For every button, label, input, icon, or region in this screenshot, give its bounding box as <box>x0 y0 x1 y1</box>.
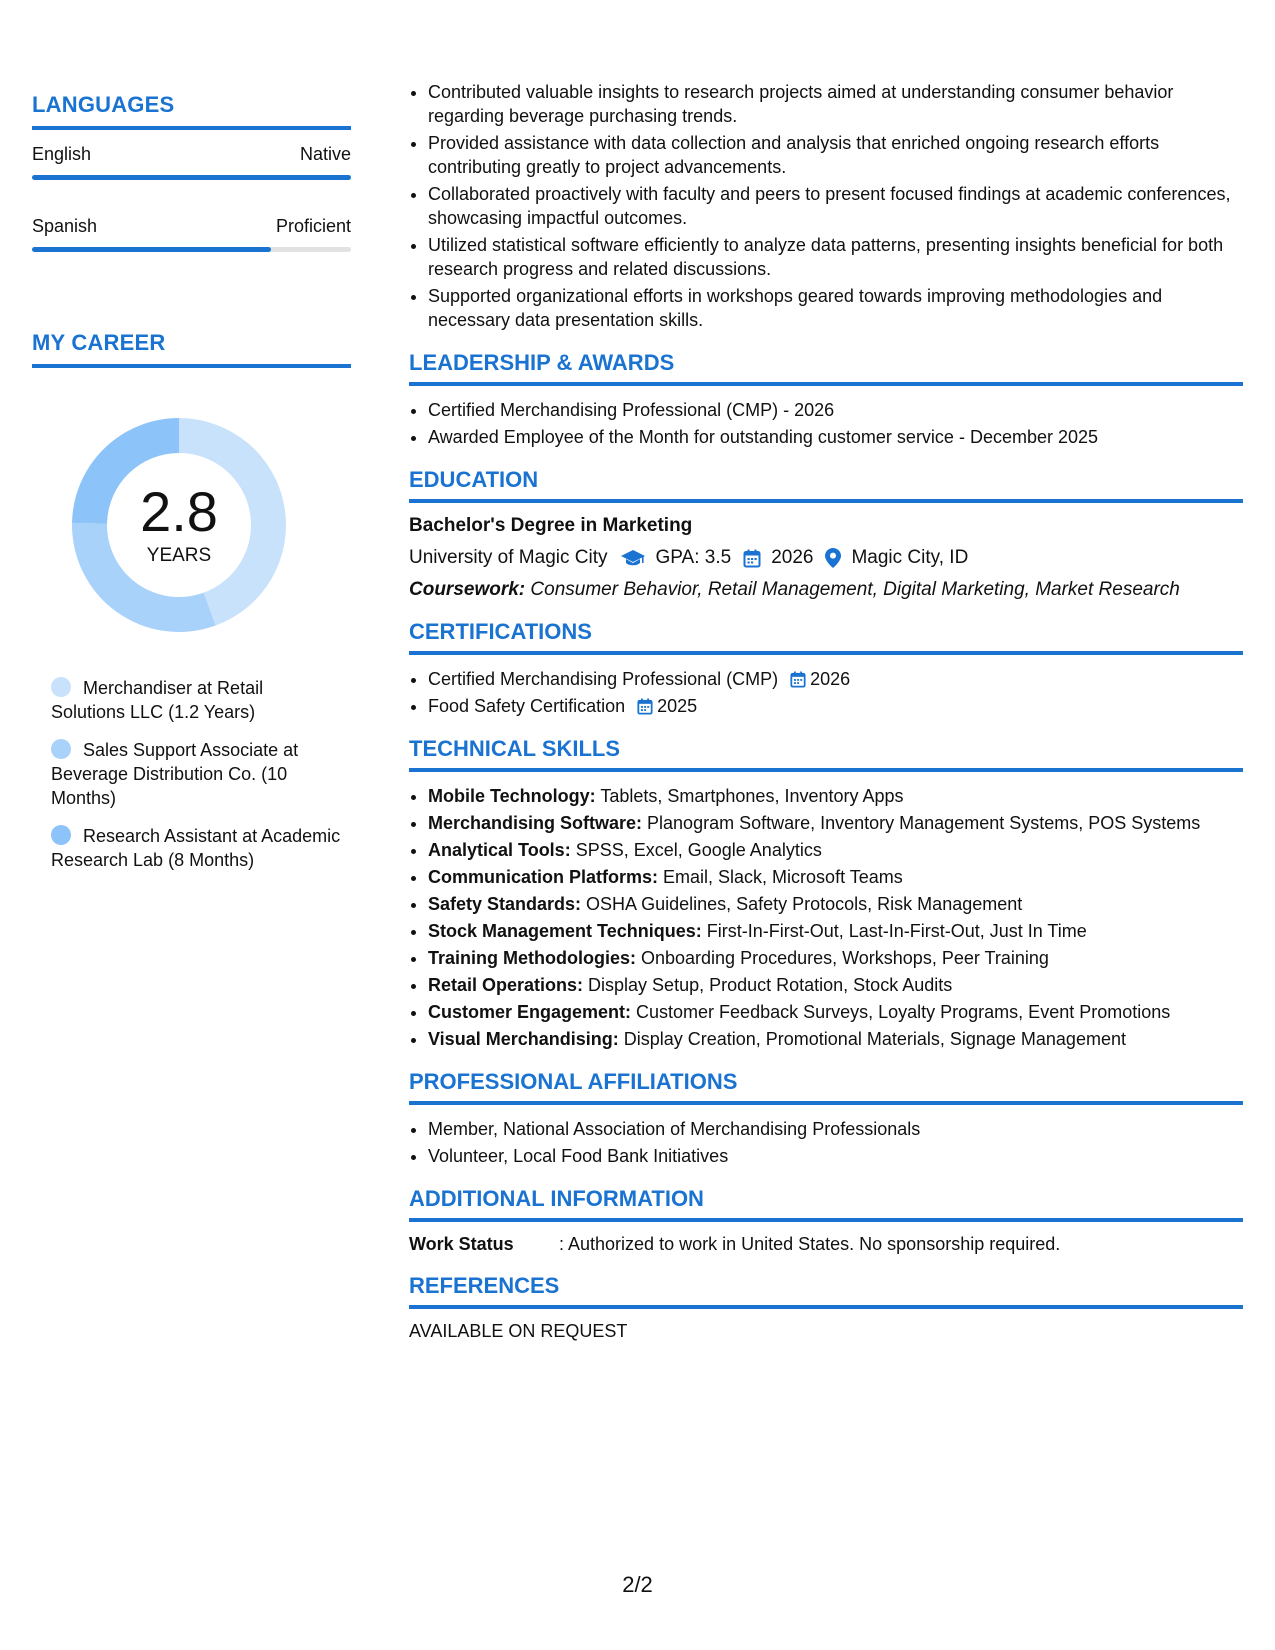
leadership-list <box>409 398 1243 449</box>
skill-category: Merchandising Software: <box>428 813 643 833</box>
certification-item <box>428 667 1243 691</box>
skill-item <box>428 919 1243 943</box>
skills-title: TECHNICAL SKILLS <box>409 736 1243 772</box>
certification-name: • Certified Merchandising Professional (CMP) <box>428 669 779 689</box>
career-donut <box>64 410 294 640</box>
affiliation-item: • Member, National Association of Merchandising Professionals <box>428 1117 1243 1141</box>
skill-category: Mobile Technology: <box>428 786 596 806</box>
skill-category: Stock Management Techniques: <box>428 921 702 941</box>
skill-values: First-In-First-Out, Last-In-First-Out, Just In Time <box>701 921 1087 941</box>
experience-bullet: • Collaborated proactively with faculty and peers to present focused findings at academic conferences, showcasing impactful outcomes. <box>428 182 1243 230</box>
leadership-title: LEADERSHIP & AWARDS <box>409 350 1243 386</box>
certification-item <box>428 694 1243 718</box>
language-level-bar <box>32 175 351 180</box>
education-coursework <box>409 579 1243 601</box>
skill-item <box>428 973 1243 997</box>
skill-item <box>428 892 1243 916</box>
language-level-fill <box>32 247 271 252</box>
language-level: Proficient <box>275 216 351 236</box>
calendar-icon <box>790 671 806 688</box>
skill-category: Communication Platforms: <box>428 867 659 887</box>
right-column <box>409 80 1243 1342</box>
language-level-bar <box>32 247 351 252</box>
work-status-row <box>409 1234 1243 1255</box>
experience-bullet: • Provided assistance with data collection and analysis that enriched ongoing research efforts contributing greatly to project advancements. <box>428 131 1243 179</box>
experience-bullet: • Utilized statistical software efficiently to analyze data patterns, presenting insights beneficial for both research progress and related discussions. <box>428 233 1243 281</box>
work-status-value: : Authorized to work in United States. No sponsorship required. <box>559 1234 1061 1254</box>
language-item <box>32 216 351 252</box>
career-legend-label: Research Assistant at Academic Research Lab (8 Months) <box>51 826 341 870</box>
languages-title: LANGUAGES <box>32 92 351 130</box>
legend-dot-icon <box>51 739 71 759</box>
skill-item <box>428 1027 1243 1051</box>
career-legend-item <box>51 676 341 724</box>
career-legend-label: Sales Support Associate at Beverage Distribution Co. (10 Months) <box>51 740 299 808</box>
career-title: MY CAREER <box>32 330 351 368</box>
page-number: 2/2 <box>622 1572 653 1597</box>
skill-values: Planogram Software, Inventory Management Systems, POS Systems <box>642 813 1201 833</box>
leadership-item: • Certified Merchandising Professional (CMP) - 2026 <box>428 398 1243 422</box>
skill-values: Tablets, Smartphones, Inventory Apps <box>595 786 904 806</box>
language-item <box>32 144 351 180</box>
skill-item <box>428 1000 1243 1024</box>
skill-values: SPSS, Excel, Google Analytics <box>570 840 822 860</box>
skill-category: Visual Merchandising: <box>428 1029 619 1049</box>
skill-item <box>428 946 1243 970</box>
work-status-label: Work Status <box>409 1234 514 1254</box>
certification-name: • Food Safety Certification <box>428 696 626 716</box>
skill-category: Training Methodologies: <box>428 948 636 968</box>
skills-list <box>409 784 1243 1051</box>
skill-item <box>428 811 1243 835</box>
language-level: Native <box>299 144 351 164</box>
skill-category: Analytical Tools: <box>428 840 571 860</box>
leadership-item: • Awarded Employee of the Month for outstanding customer service - December 2025 <box>428 425 1243 449</box>
location-pin-icon <box>825 548 841 568</box>
affiliation-item: • Volunteer, Local Food Bank Initiatives <box>428 1144 1243 1168</box>
certifications-title: CERTIFICATIONS <box>409 619 1243 655</box>
education-year: 2026 <box>771 547 814 568</box>
affiliations-list <box>409 1117 1243 1168</box>
career-total-value: 2.8 <box>140 480 218 543</box>
graduation-cap-icon <box>620 549 646 567</box>
references-title: REFERENCES <box>409 1273 1243 1309</box>
skill-item <box>428 838 1243 862</box>
experience-bullet: • Contributed valuable insights to research projects aimed at understanding consumer behavior regarding beverage purchasing trends. <box>428 80 1243 128</box>
skill-category: Customer Engagement: <box>428 1002 632 1022</box>
additional-info-title: ADDITIONAL INFORMATION <box>409 1186 1243 1222</box>
references-text: AVAILABLE ON REQUEST <box>409 1321 628 1341</box>
education-title: EDUCATION <box>409 467 1243 503</box>
legend-dot-icon <box>51 677 71 697</box>
career-legend <box>51 676 341 872</box>
calendar-icon <box>743 549 761 568</box>
education-degree: Bachelor's Degree in Marketing <box>409 515 693 536</box>
skill-category: Safety Standards: <box>428 894 582 914</box>
language-name: Spanish <box>32 216 98 236</box>
experience-bullet: • Supported organizational efforts in workshops geared towards improving methodologies and necessary data presentation skills. <box>428 284 1243 332</box>
skill-values: Customer Feedback Surveys, Loyalty Programs, Event Promotions <box>631 1002 1171 1022</box>
calendar-icon <box>637 698 653 715</box>
experience-bullets <box>409 80 1243 332</box>
skill-values: Display Creation, Promotional Materials, Signage Management <box>618 1029 1126 1049</box>
education-location: Magic City, ID <box>851 547 969 568</box>
affiliations-title: PROFESSIONAL AFFILIATIONS <box>409 1069 1243 1105</box>
coursework-list: Consumer Behavior, Retail Management, Digital Marketing, Market Research <box>525 579 1180 600</box>
language-level-fill <box>32 175 351 180</box>
language-name: English <box>32 144 92 164</box>
career-total-unit: YEARS <box>146 545 212 566</box>
coursework-label: Coursework: <box>409 579 526 600</box>
certifications-list <box>409 667 1243 718</box>
skill-item <box>428 865 1243 889</box>
career-legend-item <box>51 738 341 810</box>
legend-dot-icon <box>51 825 71 845</box>
skill-category: Retail Operations: <box>428 975 584 995</box>
education-details <box>409 547 1243 569</box>
certification-year: 2026 <box>810 669 851 689</box>
certification-year: 2025 <box>657 696 698 716</box>
education-school: University of Magic City <box>409 547 608 568</box>
career-legend-label: Merchandiser at Retail Solutions LLC (1.2 Years) <box>51 678 264 722</box>
left-column <box>32 92 351 886</box>
career-legend-item <box>51 824 341 872</box>
skill-values: OSHA Guidelines, Safety Protocols, Risk Management <box>581 894 1023 914</box>
skill-values: Onboarding Procedures, Workshops, Peer Training <box>636 948 1049 968</box>
skill-item <box>428 784 1243 808</box>
education-gpa: GPA: 3.5 <box>655 547 732 568</box>
skill-values: Email, Slack, Microsoft Teams <box>658 867 903 887</box>
career-section <box>32 330 351 872</box>
skill-values: Display Setup, Product Rotation, Stock Audits <box>583 975 953 995</box>
